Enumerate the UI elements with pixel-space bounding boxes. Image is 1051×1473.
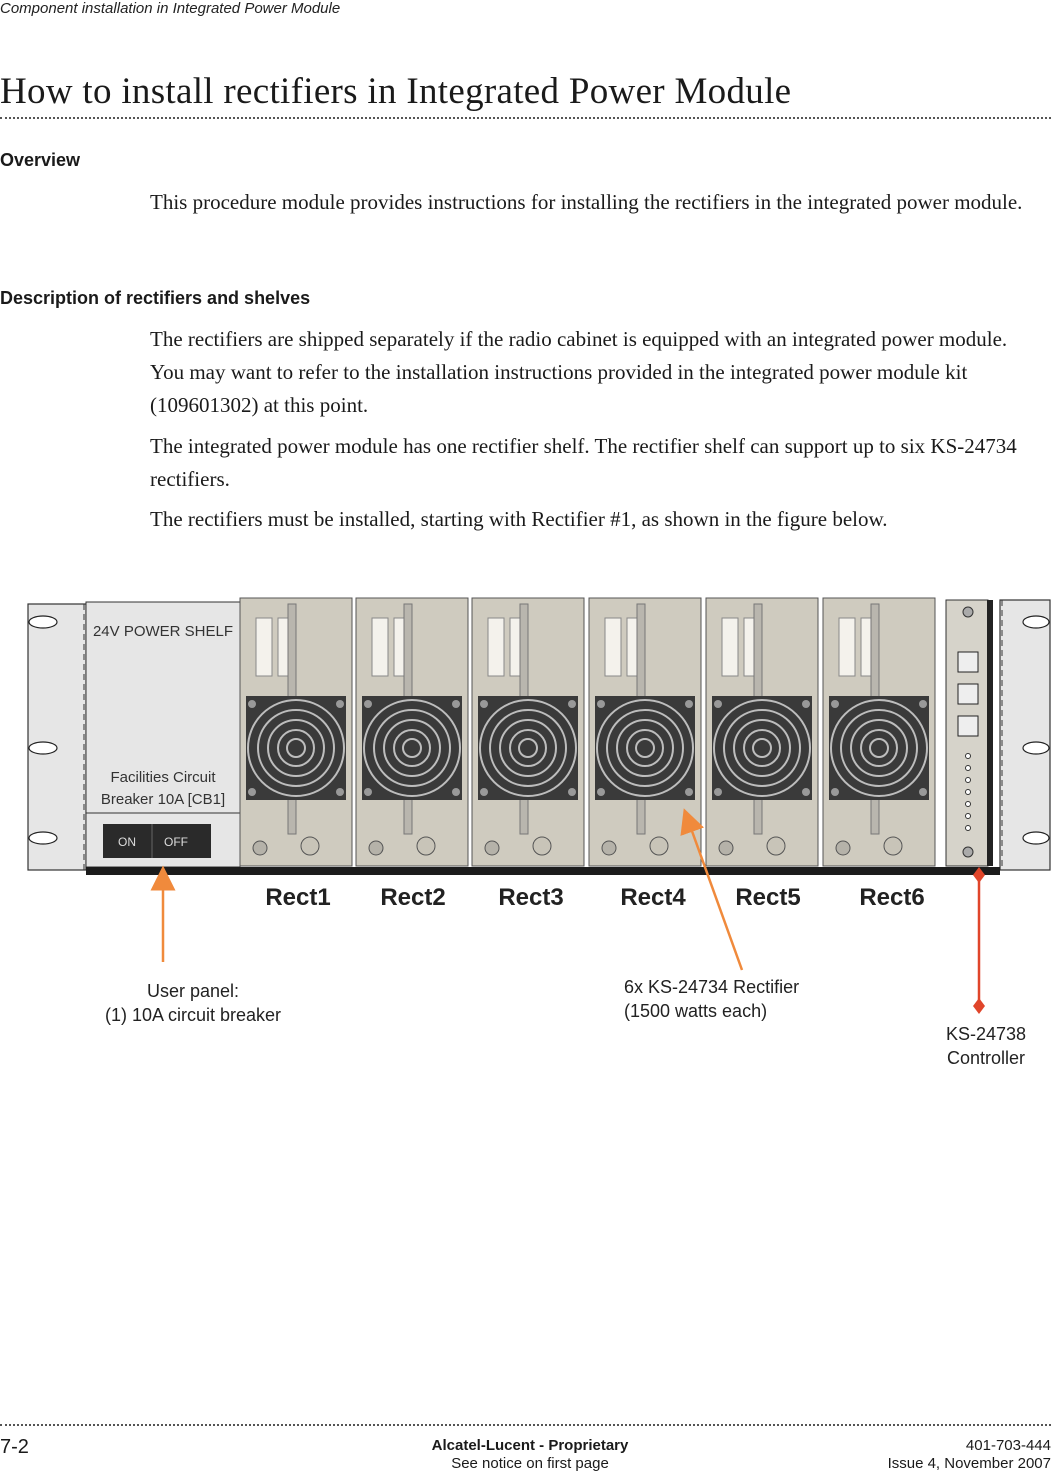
user-panel [86, 602, 240, 867]
footer-proprietary [420, 1437, 640, 1473]
controller-module [946, 600, 993, 866]
controller-arrow [973, 867, 985, 1014]
callout-user-panel-line2: (1) 10A circuit breaker [104, 1005, 282, 1025]
rectifier-module [356, 598, 468, 866]
rectifier-module [472, 598, 584, 866]
footer-issue: Issue 4, November 2007 [887, 1455, 1051, 1472]
shelf-label: 24V POWER SHELF [92, 623, 234, 640]
rectifier-label: Rect1 [265, 884, 331, 911]
right-rack-ear [1000, 600, 1050, 870]
footer-doc-info [791, 1437, 1051, 1473]
rectifier-module [240, 598, 352, 866]
breaker-label-line2: Breaker 10A [CB1] [100, 791, 226, 808]
overview-paragraph: This procedure module provides instructions for installing the rectifiers in the integrated power module. [150, 190, 1023, 214]
section-heading-overview: Overview [0, 150, 81, 170]
switch-off-label: OFF [164, 835, 188, 849]
rectifier-module [589, 598, 701, 866]
title-divider [0, 117, 1051, 119]
breaker-label-line1: Facilities Circuit [110, 769, 216, 786]
section-heading-description: Description of rectifiers and shelves [0, 288, 311, 308]
callout-rectifier-line1: 6x KS-24734 Rectifier [624, 977, 800, 997]
shelf-base [86, 867, 1000, 875]
rectifier-shelf-figure [0, 590, 1051, 1100]
rectifier-module [823, 598, 935, 866]
page-title: How to install rectifiers in Integrated Power Module [0, 71, 792, 112]
callout-user-panel-line1: User panel: [146, 981, 240, 1001]
rectifier-label: Rect2 [380, 884, 446, 911]
switch-on-label: ON [118, 835, 136, 849]
description-paragraph-1: The rectifiers are shipped separately if the radio cabinet is equipped with an integrated power module. You may want to refer to the installation instructions provided in the integrated power module kit (109601302) at this point. [150, 327, 1008, 417]
rectifier-modules [240, 598, 935, 866]
rectifier-label: Rect5 [735, 884, 801, 911]
footer-divider [0, 1424, 1051, 1426]
footer-company: Alcatel-Lucent - Proprietary [431, 1437, 629, 1454]
left-rack-ear [28, 604, 86, 870]
callout-rectifier-line2: (1500 watts each) [624, 1001, 768, 1021]
page-number: 7-2 [0, 1436, 29, 1458]
rectifier-label: Rect3 [498, 884, 564, 911]
description-paragraph-2: The integrated power module has one rectifier shelf. The rectifier shelf can support up to six KS-24734 rectifiers. [150, 434, 1017, 491]
description-paragraph-3: The rectifiers must be installed, starting with Rectifier #1, as shown in the figure below. [150, 507, 888, 531]
footer-notice: See notice on first page [451, 1455, 609, 1472]
rectifier-label: Rect6 [859, 884, 925, 911]
rectifier-label: Rect4 [620, 884, 686, 911]
running-header: Component installation in Integrated Power Module [0, 0, 341, 17]
callout-controller-line2: Controller [946, 1048, 1026, 1068]
footer-doc-number: 401-703-444 [965, 1437, 1051, 1454]
rectifier-module [706, 598, 818, 866]
callout-controller-line1: KS-24738 [945, 1024, 1027, 1044]
